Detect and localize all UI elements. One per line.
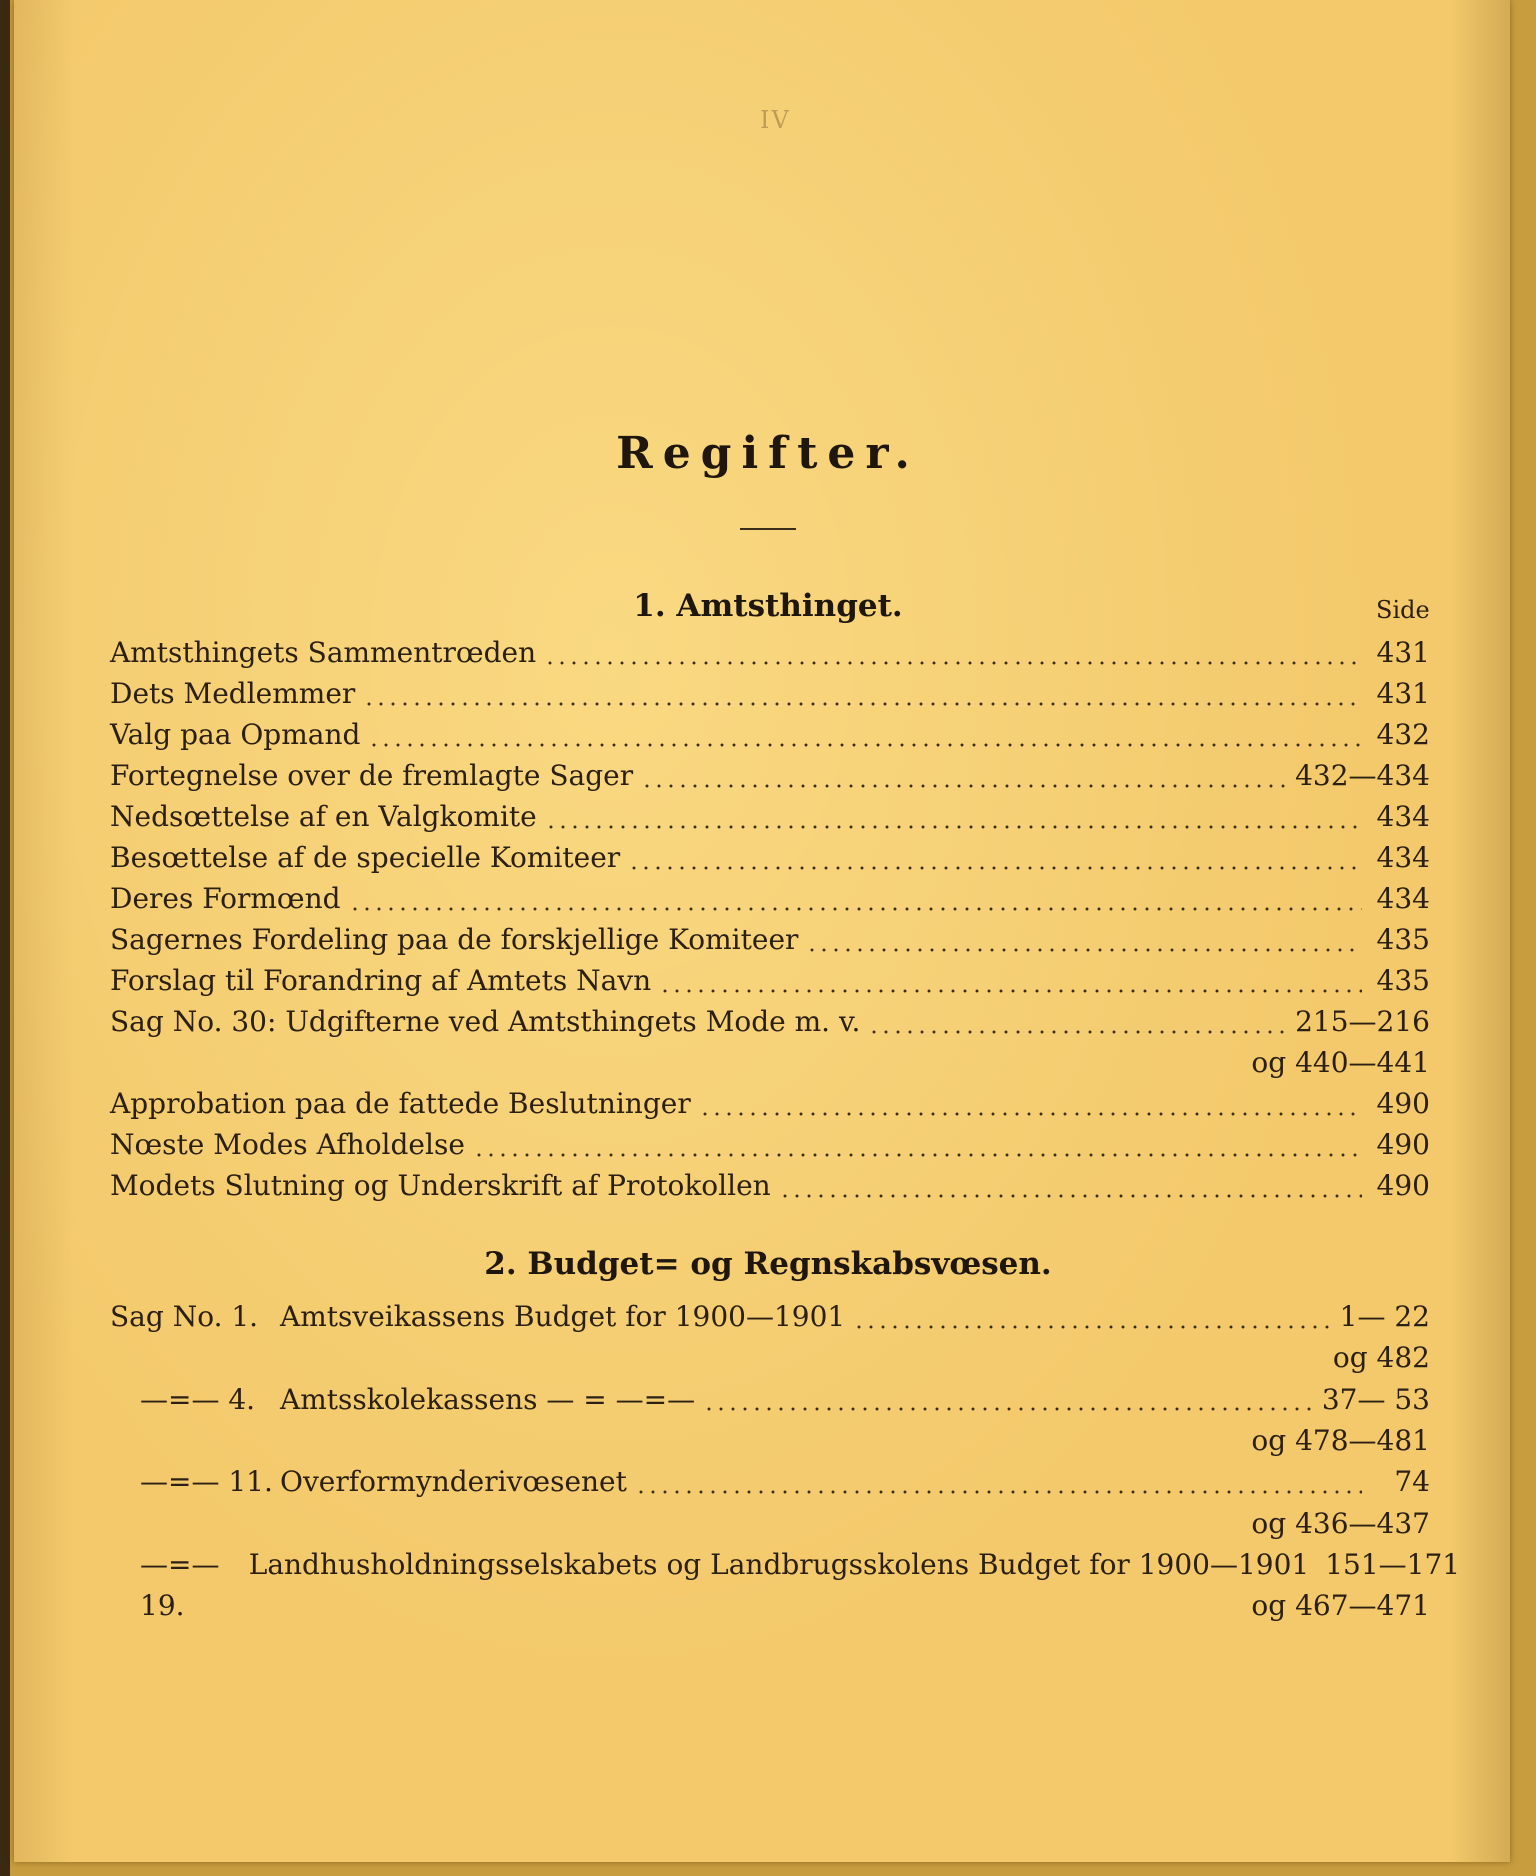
page-reference: 151—171 [1325,1547,1461,1581]
index-row [110,1165,1430,1206]
leader-dots [368,743,1362,747]
page-reference: 435 [1376,923,1430,956]
index-row [110,632,1430,673]
page-title: Regifter. [616,428,920,479]
entry-label: Amtsveikassens Budget for 1900—1901 [280,1300,846,1333]
leader-dots [349,907,1362,911]
index-row-continuation [110,1503,1430,1544]
page-reference: 434 [1376,800,1430,833]
entry-label: Valg paa Opmand [110,718,361,751]
entry-label: Sagernes Fordeling paa de forskjellige Komiteer [110,923,799,956]
title-underline [740,528,796,530]
entry-label: Deres Formœnd [110,882,341,915]
leader-dots [779,1194,1362,1198]
entry-label: Fortegnelse over de fremlagte Sager [110,759,634,792]
case-number: —=— 19. [140,1547,220,1622]
entry-label: Dets Medlemmer [110,677,356,710]
show-through-text [90,210,1390,610]
index-row [110,837,1430,878]
entry-label: Landhusholdningsselskabets og Landbrugsskolens Budget for 1900—1901 [248,1547,1310,1581]
index-row [110,1296,1430,1337]
page-reference: 74 [1394,1465,1430,1499]
entry-label: Forslag til Forandring af Amtets Navn [110,964,652,997]
case-number: —=— 11. [140,1465,273,1499]
index-row-continuation [110,1337,1430,1378]
leader-dots [806,948,1362,952]
leader-dots [544,661,1362,665]
entry-label: Approbation paa de fattede Beslutninger [110,1087,691,1120]
page-reference: og 482 [1332,1341,1430,1375]
page-reference: 434 [1376,882,1430,915]
entry-label: Nedsœttelse af en Valgkomite [110,800,537,833]
index-row [110,1001,1430,1042]
page-reference: 490 [1376,1128,1430,1161]
index-row [110,960,1430,1001]
page-reference: og 436—437 [1251,1506,1430,1540]
leader-dots [545,825,1362,829]
leader-dots [699,1112,1362,1116]
entry-label: Amtsskolekassens — = —=— [280,1382,696,1416]
leader-dots [659,989,1362,993]
index-row-continuation [110,1420,1430,1461]
entry-label: Nœste Modes Afholdelse [110,1128,465,1161]
page-column-label: Side [1376,596,1430,624]
index-row-continuation [110,1585,1430,1626]
index-row [110,796,1430,837]
index-row [110,878,1430,919]
leader-dots [635,1490,1362,1494]
book-spine [0,0,10,1876]
case-number: —=— 4. [140,1382,256,1416]
entry-label: Besœttelse af de specielle Komiteer [110,841,621,874]
leader-dots [703,1407,1314,1411]
index-row [110,1124,1430,1165]
leader-dots [641,784,1287,788]
page-reference: og 440—441 [1251,1046,1430,1079]
index-row [110,1083,1430,1124]
page-reference: og 467—471 [1251,1589,1430,1623]
entry-label: Sag No. 30: Udgifterne ved Amtsthingets Mode m. v. [110,1005,861,1038]
section-heading-budget: 2. Budget= og Regnskabsvœsen. [484,1246,1052,1282]
page-number: IV [760,106,791,134]
page-reference: 37— 53 [1321,1382,1430,1416]
page-reference: 434 [1376,841,1430,874]
leader-dots [473,1153,1362,1157]
index-row [110,1461,1430,1502]
page-reference: 490 [1376,1169,1430,1202]
page-reference: 431 [1376,636,1430,669]
case-number: Sag No. 1. [110,1300,259,1333]
index-row-continuation [110,1042,1430,1083]
entry-label: Amtsthingets Sammentrœden [110,636,537,669]
page-reference: 490 [1376,1087,1430,1120]
section-heading-amtsthinget: 1. Amtsthinget. [633,588,903,624]
page-reference: 431 [1376,677,1430,710]
index-row [110,1379,1430,1420]
index-row [110,755,1430,796]
page-reference: 215—216 [1295,1005,1430,1038]
page-reference: 432 [1376,718,1430,751]
index-row [110,673,1430,714]
leader-dots [853,1325,1331,1329]
page-reference: 435 [1376,964,1430,997]
index-row [110,714,1430,755]
entry-label: Overformynderivœsenet [280,1465,627,1499]
leader-dots [628,866,1362,870]
page-reference: 432—434 [1295,759,1430,792]
entry-label: Modets Slutning og Underskrift af Protokollen [110,1169,771,1202]
leader-dots [363,702,1362,706]
leader-dots [868,1030,1287,1034]
index-row [110,919,1430,960]
page-reference: 1— 22 [1339,1300,1430,1333]
page-reference: og 478—481 [1251,1423,1430,1457]
